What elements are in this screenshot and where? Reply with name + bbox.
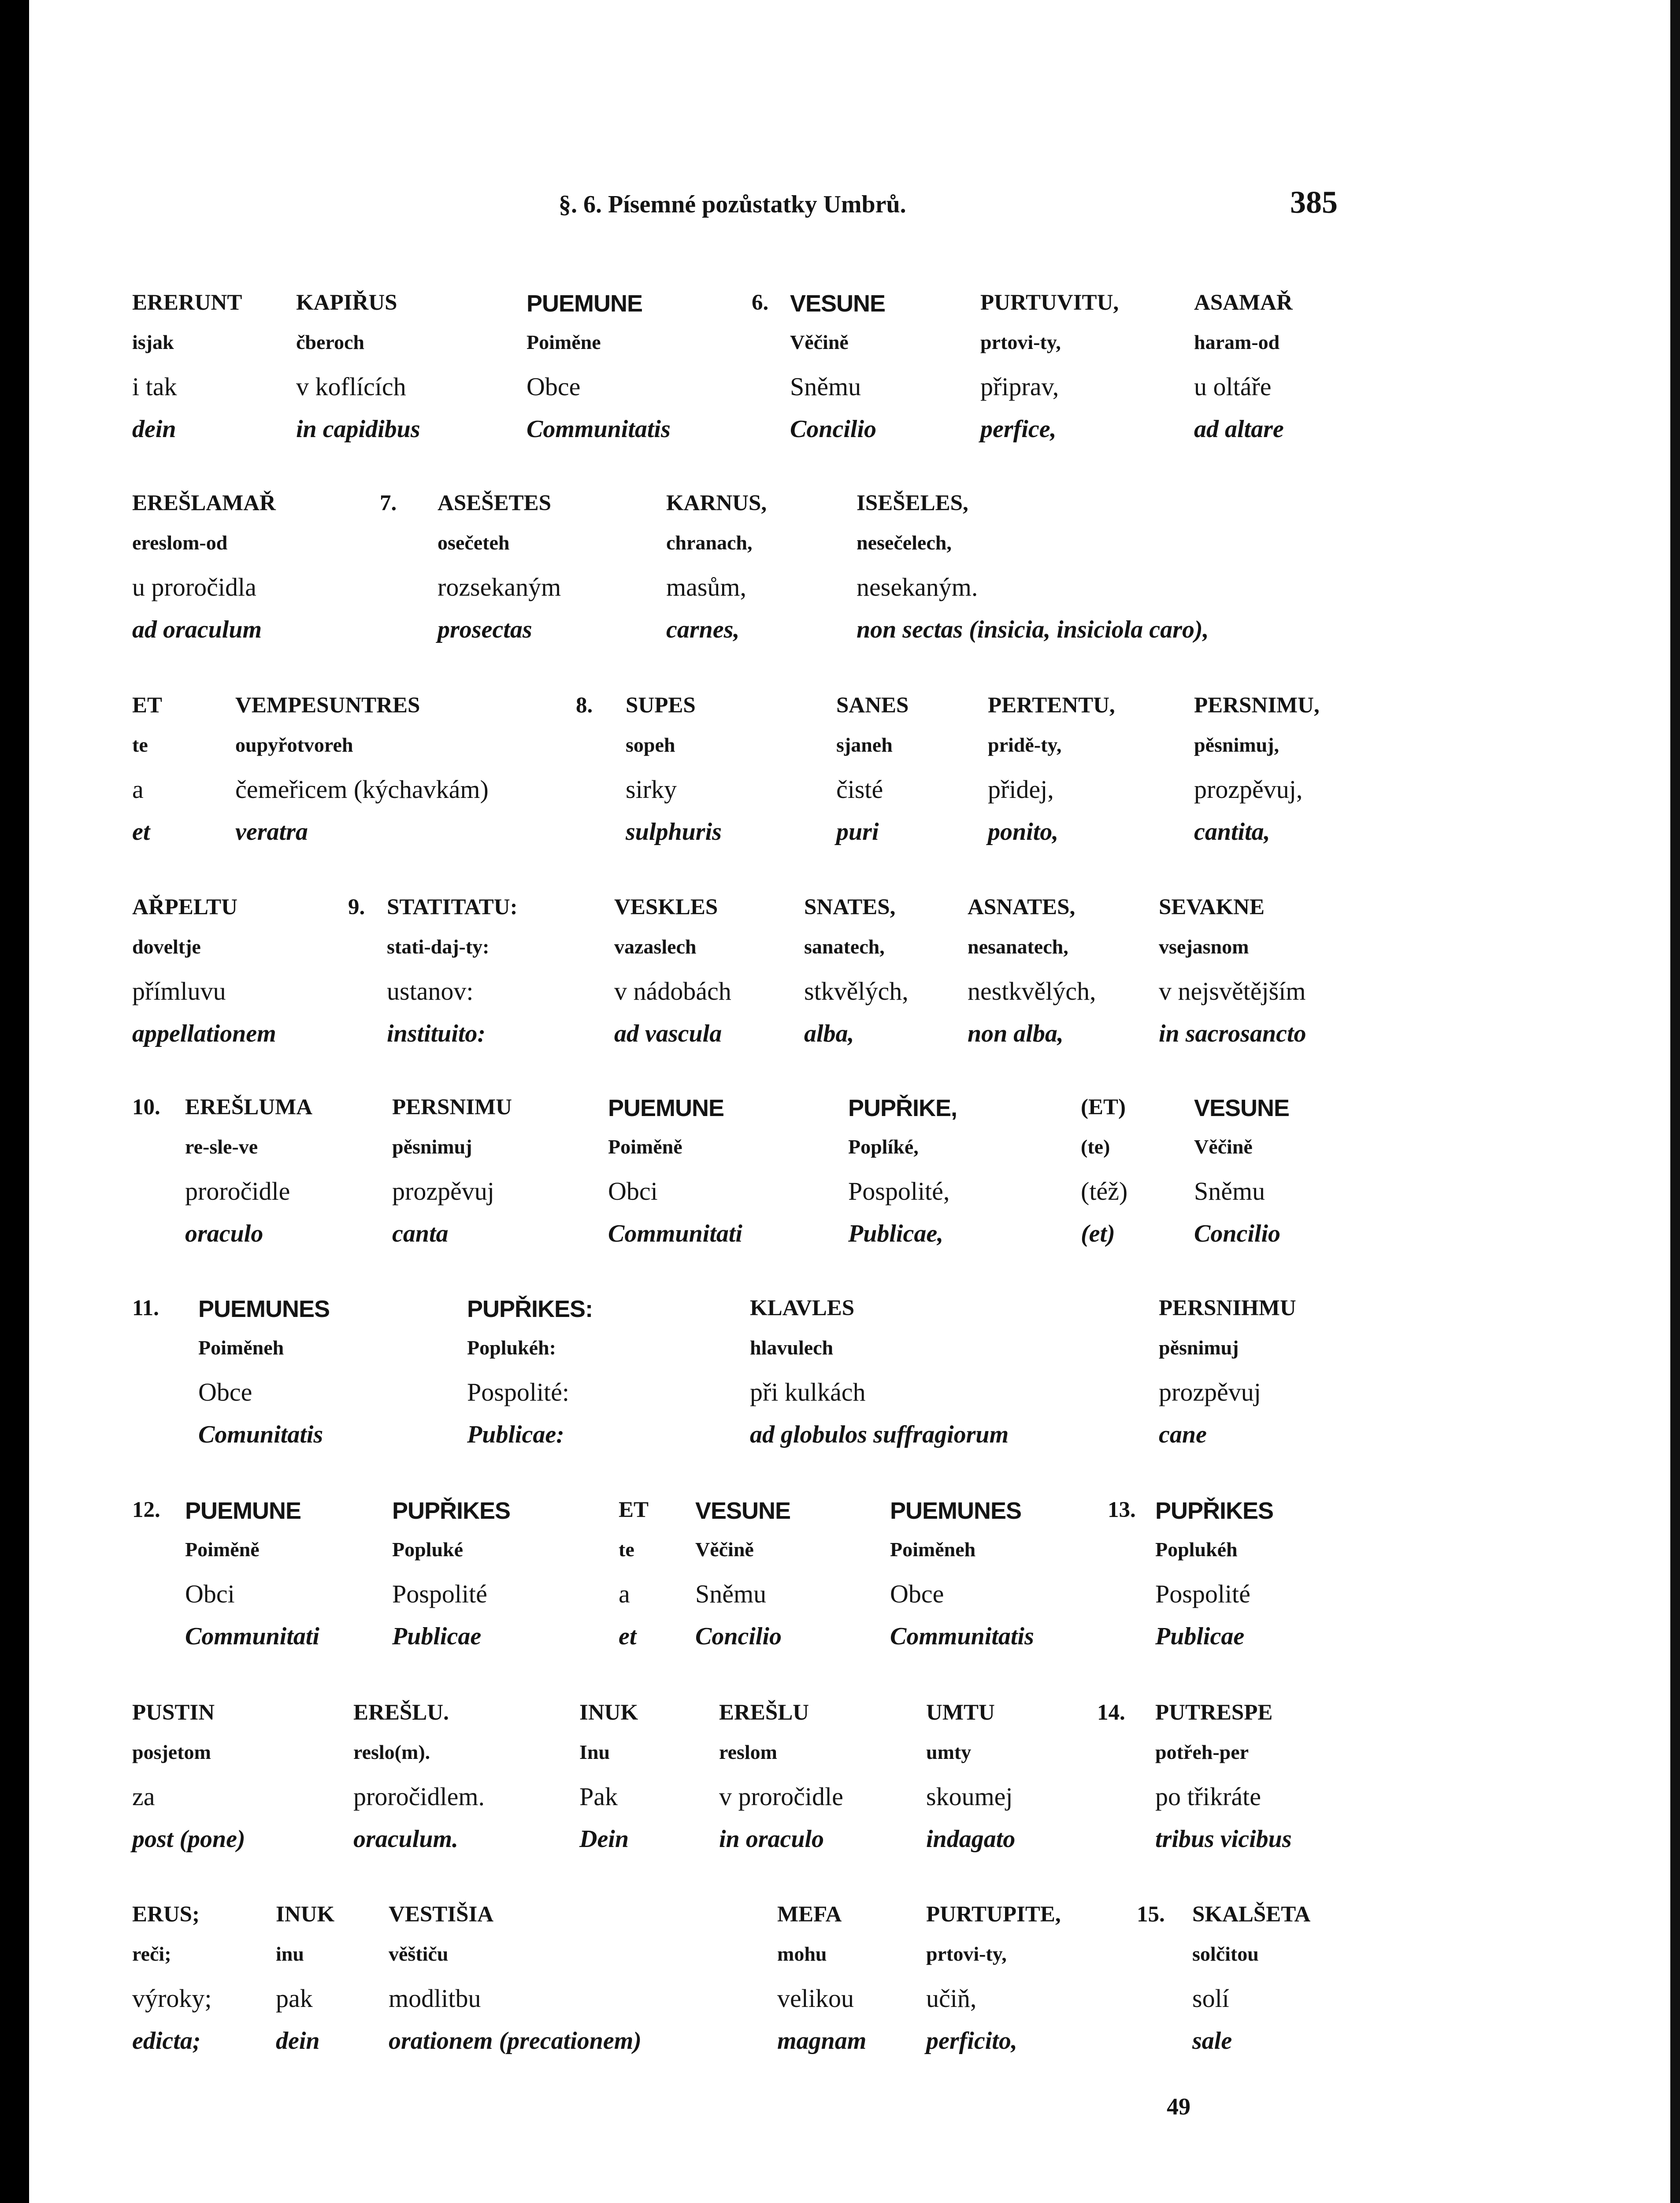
umbrian-word: UMTU <box>926 1700 995 1725</box>
czech-translation: Sněmu <box>790 372 861 401</box>
phonetic-gloss: nesečelech, <box>857 531 952 554</box>
latin-translation: Publicae <box>1155 1623 1245 1650</box>
phonetic-gloss: nesanatech, <box>968 935 1068 958</box>
latin-translation: Communitatis <box>890 1623 1034 1650</box>
phonetic-gloss: Poiměneh <box>198 1336 284 1359</box>
latin-translation: tribus vicibus <box>1155 1825 1292 1853</box>
czech-translation: Sněmu <box>1194 1177 1265 1205</box>
umbrian-word: INUK <box>276 1902 335 1927</box>
phonetic-gloss: ereslom-od <box>132 531 228 554</box>
phonetic-gloss: sjaneh <box>836 734 893 756</box>
phonetic-gloss: Poiměne <box>527 331 601 353</box>
line-number: 6. <box>752 290 769 315</box>
latin-translation: indagato <box>926 1825 1016 1853</box>
line-number: 14. <box>1097 1700 1125 1725</box>
umbrian-word: MEFA <box>777 1902 842 1927</box>
umbrian-word: ET <box>132 693 163 718</box>
latin-translation: dein <box>276 2027 320 2055</box>
phonetic-gloss: Poiměně <box>608 1135 682 1158</box>
phonetic-gloss: reslo(m). <box>353 1741 430 1763</box>
phonetic-gloss: Poplukéh <box>1155 1538 1238 1561</box>
umbrian-word: ERERUNT <box>132 290 242 315</box>
phonetic-gloss: čberoch <box>296 331 365 353</box>
latin-translation: prosectas <box>438 616 532 643</box>
latin-translation: sale <box>1192 2027 1232 2055</box>
umbrian-word: KAPIŘUS <box>296 290 397 315</box>
latin-translation: in sacrosancto <box>1159 1020 1306 1047</box>
czech-translation: připrav, <box>980 372 1059 401</box>
line-number: 13. <box>1108 1498 1136 1522</box>
phonetic-gloss: Věčině <box>1194 1135 1253 1158</box>
phonetic-gloss: Poplíké, <box>848 1135 919 1158</box>
phonetic-gloss: stati-daj-ty: <box>387 935 490 958</box>
page-number: 385 <box>1290 185 1338 220</box>
line-number: 11. <box>132 1296 159 1320</box>
czech-translation: u oltáře <box>1194 372 1272 401</box>
latin-translation: instituito: <box>387 1020 486 1047</box>
umbrian-word: PUEMUNES <box>198 1296 330 1322</box>
czech-translation: sirky <box>626 775 677 804</box>
umbrian-word: AŘPELTU <box>132 895 238 920</box>
umbrian-word: PUSTIN <box>132 1700 215 1725</box>
czech-translation: při kulkách <box>750 1378 866 1406</box>
latin-translation: non sectas (insicia, insiciola caro), <box>857 616 1209 643</box>
czech-translation: prozpěvuj <box>392 1177 494 1205</box>
running-title: §. 6. Písemné pozůstatky Umbrů. <box>559 191 906 218</box>
umbrian-word: SEVAKNE <box>1159 895 1265 920</box>
czech-translation: Sněmu <box>695 1580 767 1608</box>
umbrian-word: PUPŘIKE, <box>848 1095 957 1121</box>
umbrian-word: ASAMAŘ <box>1194 290 1293 315</box>
signature-mark: 49 <box>1167 2093 1190 2120</box>
umbrian-word: VESKLES <box>614 895 718 920</box>
phonetic-gloss: osečeteh <box>438 531 510 554</box>
phonetic-gloss: posjetom <box>132 1741 211 1763</box>
phonetic-gloss: reslom <box>719 1741 778 1763</box>
czech-translation: Obci <box>185 1580 235 1608</box>
czech-translation: v koflících <box>296 372 406 401</box>
phonetic-gloss: Věčině <box>790 331 849 353</box>
phonetic-gloss: pridě-ty, <box>988 734 1062 756</box>
line-number: 8. <box>576 693 593 718</box>
czech-translation: v proročidle <box>719 1782 843 1811</box>
latin-translation: oraculo <box>185 1220 263 1247</box>
umbrian-word: EREŠLUMA <box>185 1095 313 1120</box>
czech-translation: Obce <box>198 1378 252 1406</box>
czech-translation: solí <box>1192 1984 1229 2013</box>
phonetic-gloss: chranach, <box>666 531 753 554</box>
phonetic-gloss: Popluké <box>392 1538 464 1561</box>
umbrian-word: VESUNE <box>1194 1095 1290 1121</box>
umbrian-word: STATITATU: <box>387 895 518 920</box>
phonetic-gloss: re-sle-ve <box>185 1135 258 1158</box>
umbrian-word: PERSNIHMU <box>1159 1296 1296 1320</box>
phonetic-gloss: pěsnimuj <box>392 1135 472 1158</box>
umbrian-word: SANES <box>836 693 909 718</box>
line-number: 15. <box>1137 1902 1165 1927</box>
czech-translation: a <box>132 775 144 804</box>
czech-translation: proročidlem. <box>353 1782 485 1811</box>
latin-translation: (et) <box>1081 1220 1115 1247</box>
czech-translation: rozsekaným <box>438 573 561 601</box>
scan-edge-right <box>1670 0 1680 2203</box>
czech-translation: v nádobách <box>614 977 731 1005</box>
czech-translation: učiň, <box>926 1984 977 2013</box>
czech-translation: a <box>619 1580 630 1608</box>
latin-translation: ad altare <box>1194 415 1284 443</box>
phonetic-gloss: umty <box>926 1741 972 1763</box>
latin-translation: edicta; <box>132 2027 201 2055</box>
umbrian-word: VEMPESUNTRES <box>235 693 420 718</box>
latin-translation: in oraculo <box>719 1825 824 1853</box>
latin-translation: carnes, <box>666 616 740 643</box>
phonetic-gloss: te <box>132 734 148 756</box>
phonetic-gloss: potřeh-per <box>1155 1741 1249 1763</box>
czech-translation: Obci <box>608 1177 658 1205</box>
czech-translation: přidej, <box>988 775 1054 804</box>
umbrian-word: PURTUPITE, <box>926 1902 1061 1927</box>
umbrian-word: EREŠLU <box>719 1700 809 1725</box>
czech-translation: stkvělých, <box>804 977 909 1005</box>
latin-translation: Concilio <box>790 415 877 443</box>
umbrian-word: PUPŘIKES: <box>467 1296 593 1322</box>
umbrian-word: INUK <box>579 1700 638 1725</box>
latin-translation: Communitatis <box>527 415 671 443</box>
latin-translation: Publicae <box>392 1623 482 1650</box>
czech-translation: výroky; <box>132 1984 212 2013</box>
phonetic-gloss: mohu <box>777 1943 827 1965</box>
latin-translation: perficito, <box>926 2027 1017 2055</box>
umbrian-word: KLAVLES <box>750 1296 855 1320</box>
latin-translation: Communitati <box>608 1220 742 1247</box>
czech-translation: Pospolité: <box>467 1378 570 1406</box>
czech-translation: Obce <box>890 1580 944 1608</box>
phonetic-gloss: prtovi-ty, <box>926 1943 1007 1965</box>
phonetic-gloss: te <box>619 1538 634 1561</box>
latin-translation: ad oraculum <box>132 616 262 643</box>
latin-translation: cane <box>1159 1421 1207 1448</box>
umbrian-word: ISEŠELES, <box>857 491 968 516</box>
umbrian-word: ERUS; <box>132 1902 200 1927</box>
umbrian-word: KARNUS, <box>666 491 767 516</box>
umbrian-word: PUEMUNE <box>608 1095 724 1121</box>
phonetic-gloss: věštiču <box>389 1943 449 1965</box>
latin-translation: post (pone) <box>132 1825 245 1853</box>
latin-translation: alba, <box>804 1020 854 1047</box>
latin-translation: dein <box>132 415 176 443</box>
umbrian-word: PUEMUNES <box>890 1498 1022 1524</box>
umbrian-word: PERTENTU, <box>988 693 1115 718</box>
umbrian-word: PERSNIMU <box>392 1095 512 1120</box>
umbrian-word: VESUNE <box>695 1498 791 1524</box>
line-number: 9. <box>348 895 365 920</box>
czech-translation: přímluvu <box>132 977 226 1005</box>
czech-translation: i tak <box>132 372 177 401</box>
phonetic-gloss: hlavulech <box>750 1336 834 1359</box>
latin-translation: in capidibus <box>296 415 420 443</box>
umbrian-word: ASNATES, <box>968 895 1075 920</box>
umbrian-word: ET <box>619 1498 649 1522</box>
latin-translation: non alba, <box>968 1020 1064 1047</box>
phonetic-gloss: Věčině <box>695 1538 754 1561</box>
umbrian-word: PUPŘIKES <box>1155 1498 1274 1524</box>
czech-translation: prozpěvuj, <box>1194 775 1303 804</box>
phonetic-gloss: vazaslech <box>614 935 697 958</box>
umbrian-word: PUPŘIKES <box>392 1498 511 1524</box>
czech-translation: skoumej <box>926 1782 1013 1811</box>
latin-translation: ad globulos suffragiorum <box>750 1421 1009 1448</box>
scan-edge-left <box>0 0 29 2203</box>
czech-translation: modlitbu <box>389 1984 481 2013</box>
phonetic-gloss: oupyřotvoreh <box>235 734 353 756</box>
line-number: 12. <box>132 1498 160 1522</box>
latin-translation: Concilio <box>1194 1220 1281 1247</box>
czech-translation: v nejsvětějším <box>1159 977 1306 1005</box>
phonetic-gloss: Poplukéh: <box>467 1336 556 1359</box>
umbrian-word: EREŠLAMAŘ <box>132 491 276 516</box>
latin-translation: Publicae, <box>848 1220 944 1247</box>
czech-translation: Obce <box>527 372 581 401</box>
latin-translation: orationem (precationem) <box>389 2027 642 2055</box>
latin-translation: appellationem <box>132 1020 276 1047</box>
phonetic-gloss: (te) <box>1081 1135 1110 1158</box>
czech-translation: nesekaným. <box>857 573 978 601</box>
latin-translation: puri <box>836 818 879 846</box>
phonetic-gloss: haram-od <box>1194 331 1280 353</box>
umbrian-word: PUTRESPE <box>1155 1700 1273 1725</box>
umbrian-word: VESTIŠIA <box>389 1902 494 1927</box>
czech-translation: čemeřicem (kýchavkám) <box>235 775 489 804</box>
phonetic-gloss: Inu <box>579 1741 610 1763</box>
umbrian-word: SNATES, <box>804 895 896 920</box>
umbrian-word: PURTUVITU, <box>980 290 1119 315</box>
latin-translation: ponito, <box>988 818 1059 846</box>
umbrian-word: ASEŠETES <box>438 491 551 516</box>
czech-translation: Pospolité <box>392 1580 487 1608</box>
czech-translation: čisté <box>836 775 883 804</box>
czech-translation: proročidle <box>185 1177 290 1205</box>
phonetic-gloss: sopeh <box>626 734 675 756</box>
phonetic-gloss: reči; <box>132 1943 171 1965</box>
phonetic-gloss: pěsnimuj, <box>1194 734 1279 756</box>
phonetic-gloss: inu <box>276 1943 304 1965</box>
czech-translation: Pak <box>579 1782 618 1811</box>
czech-translation: Pospolité, <box>848 1177 950 1205</box>
latin-translation: sulphuris <box>626 818 722 846</box>
phonetic-gloss: solčitou <box>1192 1943 1259 1965</box>
latin-translation: canta <box>392 1220 449 1247</box>
latin-translation: ad vascula <box>614 1020 722 1047</box>
phonetic-gloss: sanatech, <box>804 935 885 958</box>
latin-translation: magnam <box>777 2027 867 2055</box>
latin-translation: Dein <box>579 1825 629 1853</box>
czech-translation: u proročidla <box>132 573 256 601</box>
phonetic-gloss: doveltje <box>132 935 201 958</box>
latin-translation: perfice, <box>980 415 1057 443</box>
phonetic-gloss: prtovi-ty, <box>980 331 1061 353</box>
czech-translation: masům, <box>666 573 747 601</box>
latin-translation: oraculum. <box>353 1825 459 1853</box>
phonetic-gloss: Poiměneh <box>890 1538 976 1561</box>
umbrian-word: SUPES <box>626 693 696 718</box>
umbrian-word: PUEMUNE <box>185 1498 301 1524</box>
umbrian-word: EREŠLU. <box>353 1700 449 1725</box>
latin-translation: et <box>132 818 150 846</box>
umbrian-word: SKALŠETA <box>1192 1902 1311 1927</box>
czech-translation: ustanov: <box>387 977 474 1005</box>
latin-translation: Concilio <box>695 1623 782 1650</box>
umbrian-word: PUEMUNE <box>527 290 643 317</box>
phonetic-gloss: isjak <box>132 331 174 353</box>
latin-translation: et <box>619 1623 637 1650</box>
latin-translation: veratra <box>235 818 308 846</box>
umbrian-word: VESUNE <box>790 290 886 317</box>
czech-translation: velikou <box>777 1984 854 2013</box>
czech-translation: (též) <box>1081 1177 1128 1205</box>
latin-translation: Publicae: <box>467 1421 564 1448</box>
czech-translation: prozpěvuj <box>1159 1378 1261 1406</box>
czech-translation: nestkvělých, <box>968 977 1096 1005</box>
line-number: 10. <box>132 1095 160 1120</box>
czech-translation: za <box>132 1782 155 1811</box>
latin-translation: cantita, <box>1194 818 1270 846</box>
czech-translation: pak <box>276 1984 313 2013</box>
line-number: 7. <box>380 491 397 516</box>
czech-translation: Pospolité <box>1155 1580 1250 1608</box>
phonetic-gloss: pěsnimuj <box>1159 1336 1239 1359</box>
latin-translation: Communitati <box>185 1623 319 1650</box>
umbrian-word: PERSNIMU, <box>1194 693 1320 718</box>
phonetic-gloss: vsejasnom <box>1159 935 1249 958</box>
umbrian-word: (ET) <box>1081 1095 1126 1120</box>
latin-translation: Comunitatis <box>198 1421 323 1448</box>
czech-translation: po třikráte <box>1155 1782 1261 1811</box>
phonetic-gloss: Poiměně <box>185 1538 260 1561</box>
